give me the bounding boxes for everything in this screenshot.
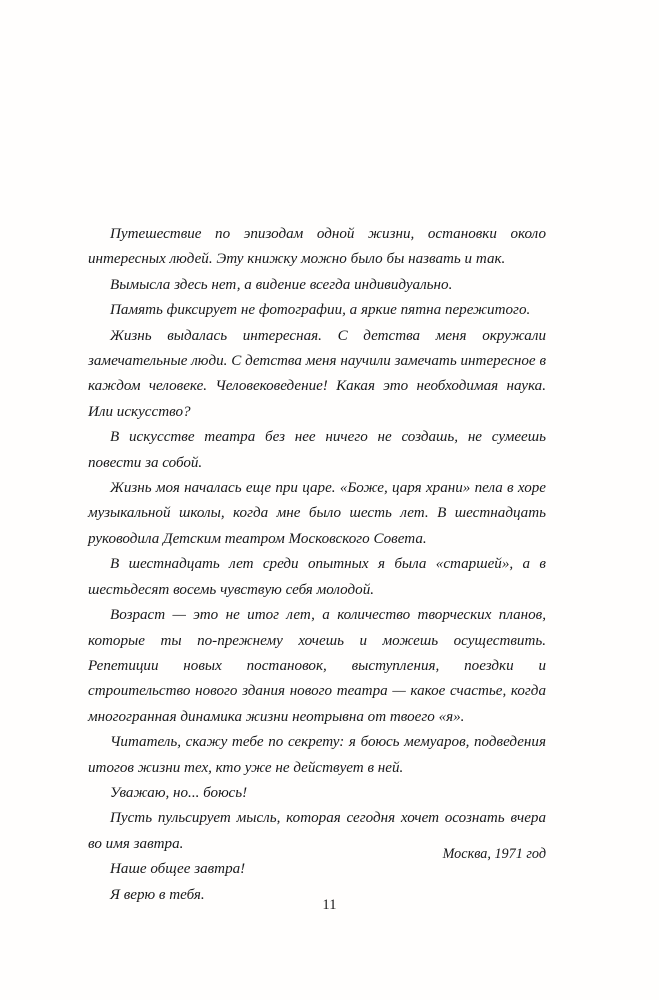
paragraph: Уважаю, но... боюсь! [110,784,248,801]
paragraph: В шестнадцать лет среди опытных я была «старшей», а в шестьдесят восемь чувствую себя молодой. [88,556,546,598]
body-text [88,222,546,908]
paragraph: Жизнь моя началась еще при царе. «Боже, царя храни» пела в хоре музыкальной школы, когда мне было шесть лет. В шестнадцать руководила Детским театром Московского Совета. [88,480,546,547]
paragraph: Память фиксирует не фотографии, а яркие пятна пережитого. [110,302,531,319]
paragraph: Путешествие по эпизодам одной жизни, остановки около интересных людей. Эту книжку можно было бы назвать и так. [88,226,546,268]
paragraph: Наше общее завтра! [110,861,246,878]
paragraph: Жизнь выдалась интересная. С детства меня окружали замечательные люди. С детства меня научили замечать интересное в каждом человеке. Человековедение! Какая это необходимая наука. Или искусство? [88,327,546,420]
page-number: 11 [322,897,337,913]
paragraph: Вымысла здесь нет, а видение всегда индивидуально. [110,276,453,293]
paragraph: В искусстве театра без нее ничего не создашь, не сумеешь повести за собой. [88,429,546,471]
paragraph: Возраст — это не итог лет, а количество творческих планов, которые ты по-прежнему хочешь и можешь осуществить. Репетиции новых постановок, выступления, поездки и строительство нового здания нового театра — какое счастье, когда многогранная динамика жизни неотрывна от твоего «я». [88,607,546,725]
paragraph: Пусть пульсирует мысль, которая сегодня хочет осознать вчера во имя завтра. [88,810,546,852]
dateline: Москва, 1971 год [442,846,546,862]
paragraph: Читатель, скажу тебе по секрету: я боюсь мемуаров, подведения итогов жизни тех, кто уже не действует в ней. [88,734,546,776]
paragraph: Я верю в тебя. [110,886,205,903]
